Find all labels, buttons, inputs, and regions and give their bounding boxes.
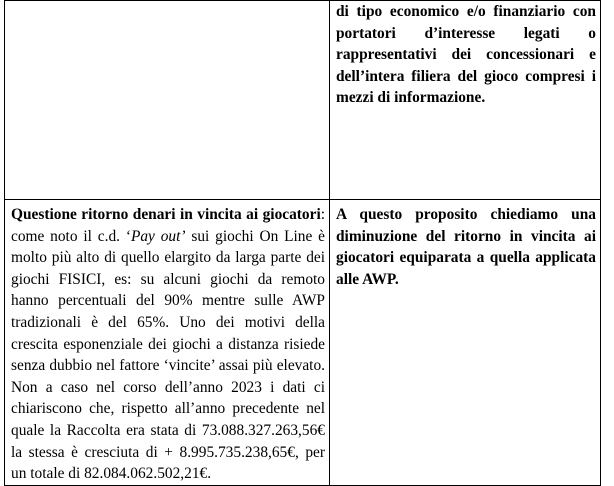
paragraph-text-body: sui giochi On Line è molto più alto di quello elargito da larga parte dei giochi FISICI, es: su alcuni giochi da remoto hanno percentuali del 90% mentre sulle AWP tradizionali è del 65%. Uno dei motivi della crescita esponenziale dei giochi a distanza risiede senza dubbio nel fattore ‘vincite’ assai più elevato. Non a caso nel corso dell’anno 2023 i dati ci chiariscono che, rispetto all’anno precedente nel quale la Raccolta era stata di 73.088.327.263,56€ la stessa è cresciuta di + 8.995.735.238,65€, per un totale di 82.084.062.502,21€.: [11, 227, 325, 483]
pay-out-term: Pay out’: [130, 227, 186, 245]
table-cell-right-top: [330, 1, 601, 200]
table-cell-empty: [5, 1, 330, 200]
table-cell-right-bottom: [330, 200, 601, 486]
paragraph-text-intro: : come noto il c.d. ‘: [11, 206, 325, 245]
cell-text-right-bottom: A questo proposito chiediamo una diminuzione del ritorno in vincita ai giocatori equiparata a quella applicata alle AWP.: [336, 206, 596, 288]
cell-text-right-top: di tipo economico e/o finanziario con portatori d’interesse legati o rappresentativi dei concessionari e dell’intera filiera del gioco compresi i mezzi di informazione.: [336, 3, 596, 107]
document-table: [4, 0, 601, 486]
table-row: [5, 200, 601, 486]
table-row: [5, 1, 601, 200]
table-cell-left-bottom: [5, 200, 330, 486]
section-heading: Questione ritorno denari in vincita ai giocatori: [11, 206, 321, 223]
